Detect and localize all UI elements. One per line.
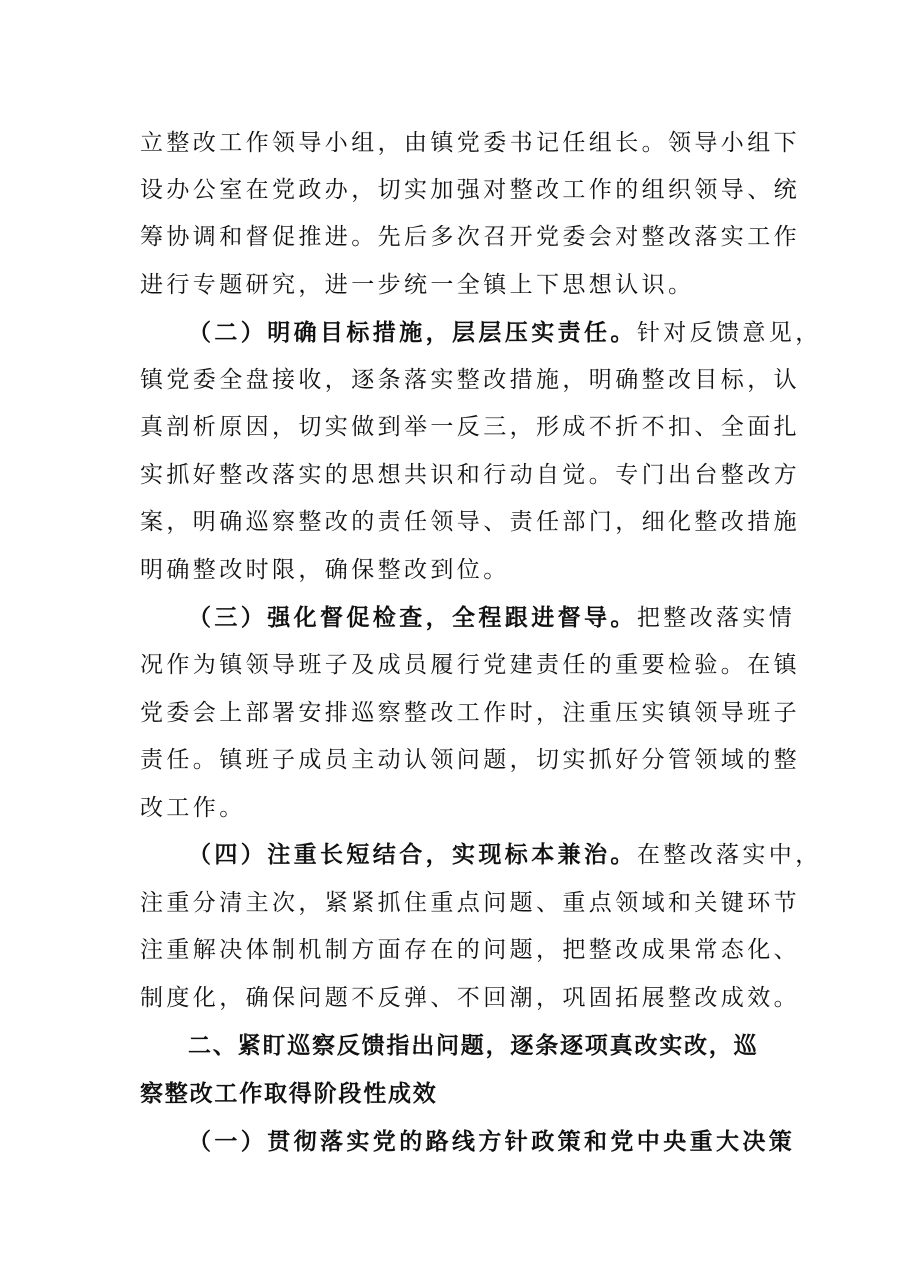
paragraph-line: 责任。镇班子成员主动认领问题，切实抓好分管领域的整	[140, 747, 800, 773]
part-2-heading-line-1: 二、紧盯巡察反馈指出问题，逐条逐项真改实改，巡	[188, 1033, 759, 1059]
paragraph-line: 进行专题研究，进一步统一全镇上下思想认识。	[140, 272, 695, 298]
section-2-heading: （二）明确目标措施，层层压实责任。	[188, 319, 637, 346]
section-4-heading: （四）注重长短结合，实现标本兼治。	[188, 841, 637, 868]
section-3-heading: （三）强化督促检查，全程跟进督导。	[188, 604, 637, 631]
section-2-text: 针对反馈意见，	[636, 320, 822, 346]
paragraph-line: 明确整改时限，确保整改到位。	[140, 557, 510, 583]
paragraph-line: 注重解决体制机制方面存在的问题，把整改成果常态化、	[140, 937, 800, 963]
paragraph-line: 改工作。	[140, 795, 246, 821]
subsection-1-heading: （一）贯彻落实党的路线方针政策和党中央重大决策	[188, 1128, 796, 1155]
paragraph-line: 立整改工作领导小组，由镇党委书记任组长。领导小组下	[140, 130, 800, 156]
section-3-first-line	[188, 603, 795, 633]
paragraph-line: 真剖析原因，切实做到举一反三，形成不折不扣、全面扎	[140, 414, 800, 440]
paragraph-line: 实抓好整改落实的思想共识和行动自觉。专门出台整改方	[140, 462, 800, 488]
part-2-heading-line-2: 察整改工作取得阶段性成效	[140, 1081, 438, 1107]
paragraph-line: 案，明确巡察整改的责任领导、责任部门，细化整改措施	[140, 509, 800, 535]
paragraph-line: 镇党委全盘接收，逐条落实整改措施，明确整改目标，认	[140, 367, 800, 393]
paragraph-line: 制度化，确保问题不反弹、不回潮，巩固拓展整改成效。	[140, 985, 800, 1011]
paragraph-line: 况作为镇领导班子及成员履行党建责任的重要检验。在镇	[140, 652, 800, 678]
section-4-first-line	[188, 840, 822, 870]
section-3-text: 把整改落实情	[636, 605, 796, 631]
paragraph-line: 注重分清主次，紧紧抓住重点问题、重点领域和关键环节	[140, 890, 800, 916]
paragraph-line: 设办公室在党政办，切实加强对整改工作的组织领导、统	[140, 177, 800, 203]
paragraph-line: 党委会上部署安排巡察整改工作时，注重压实镇领导班子	[140, 700, 800, 726]
paragraph-line: 筹协调和督促推进。先后多次召开党委会对整改落实工作	[140, 224, 800, 250]
section-2-first-line	[188, 318, 822, 348]
section-4-text: 在整改落实中，	[636, 842, 822, 868]
